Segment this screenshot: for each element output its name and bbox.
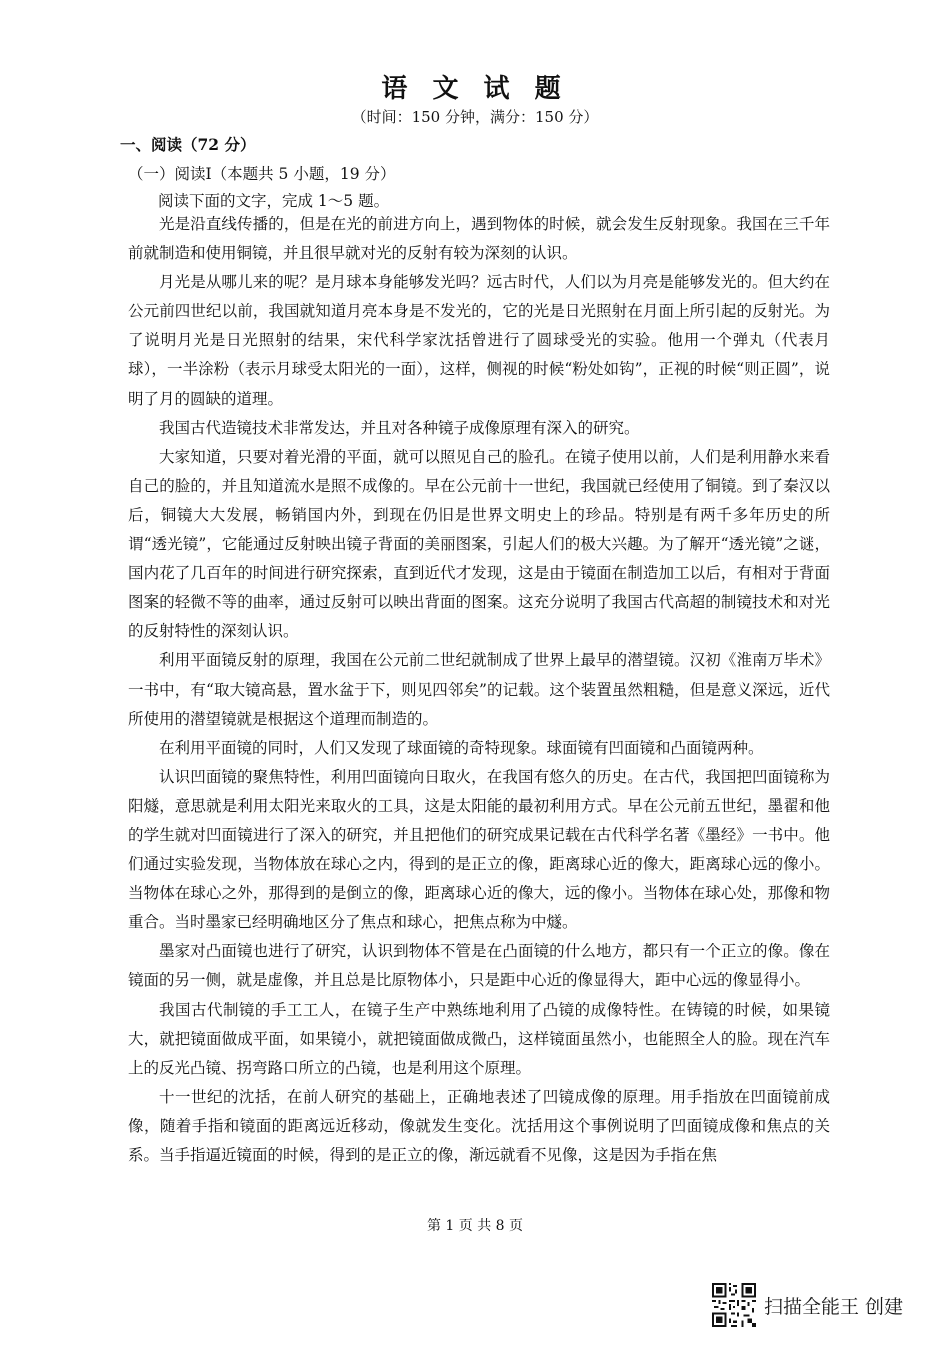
qr-code-icon xyxy=(712,1283,756,1327)
paragraph: 利用平面镜反射的原理，我国在公元前二世纪就制成了世界上最早的潜望镜。汉初《淮南万毕术》一书中，有“取大镜高悬，置水盆于下，则见四邻矣”的记载。这个装置虽然粗糙，但是意义深远，近代所使用的潜望镜就是根据这个道理而制造的。 xyxy=(128,651,830,728)
scanner-watermark xyxy=(712,1283,903,1327)
paragraph: 我国古代制镜的手工工人，在镜子生产中熟练地利用了凸镜的成像特性。在铸镜的时候，如果镜大，就把镜面做成平面，如果镜小，就把镜面做成微凸，这样镜面虽然小，也能照全人的脸。现在汽车上的反光凸镜、拐弯路口所立的凸镜，也是利用这个原理。 xyxy=(128,1000,830,1077)
paragraph: 墨家对凸面镜也进行了研究，认识到物体不管是在凸面镜的什么地方，都只有一个正立的像。像在镜面的另一侧，就是虚像，并且总是比原物体小，只是距中心近的像显得大，距中心远的像显得小。 xyxy=(128,942,830,990)
watermark-text: 扫描全能王 创建 xyxy=(764,1295,904,1318)
exam-title: 语 文 试 题 xyxy=(381,74,569,104)
paragraph: 十一世纪的沈括，在前人研究的基础上，正确地表述了凹镜成像的原理。用手指放在凹面镜前成像，随着手指和镜面的距离远近移动，像就发生变化。沈括用这个事例说明了凹面镜成像和焦点的关系。当手指逼近镜面的时候，得到的是正立的像，渐远就看不见像，这是因为手指在焦 xyxy=(128,1087,830,1164)
paragraph: 大家知道，只要对着光滑的平面，就可以照见自己的脸孔。在镜子使用以前，人们是利用静水来看自己的脸的，并且知道流水是照不成像的。早在公元前十一世纪，我国就已经使用了铜镜。到了秦汉以后，铜镜大大发展，畅销国内外，到现在仍旧是世界文明史上的珍品。特别是有两千多年历史的所谓“透光镜”，它能通过反射映出镜子背面的美丽图案，引起人们的极大兴趣。为了解开“透光镜”之谜，国内花了几百年的时间进行研究探索，直到近代才发现，这是由于镜面在制造加工以后，有相对于背面图案的轻微不等的曲率，通过反射可以映出背面的图案。这充分说明了我国古代高超的制镜技术和对光的反射特性的深刻认识。 xyxy=(128,447,830,641)
subsection-heading: （一）阅读Ⅰ（本题共 5 小题，19 分） xyxy=(128,165,396,183)
exam-subtitle: （时间：150 分钟，满分：150 分） xyxy=(351,108,599,126)
paragraph: 我国古代造镜技术非常发达，并且对各种镜子成像原理有深入的研究。 xyxy=(159,418,640,437)
passage-body xyxy=(128,210,830,1170)
paragraph: 月光是从哪儿来的呢？是月球本身能够发光吗？远古时代，人们以为月亮是能够发光的。但大约在公元前四世纪以前，我国就知道月亮本身是不发光的，它的光是日光照射在月面上所引起的反射光。为了说明月光是日光照射的结果，宋代科学家沈括曾进行了圆球受光的实验。他用一个弹丸（代表月球），一半涂粉（表示月球受太阳光的一面），这样，侧视的时候“粉处如钩”，正视的时候“则正圆”，说明了月的圆缺的道理。 xyxy=(128,273,830,408)
page-indicator: 第 1 页 共 8 页 xyxy=(426,1218,524,1234)
paragraph: 光是沿直线传播的，但是在光的前进方向上，遇到物体的时候，就会发生反射现象。我国在三千年前就制造和使用铜镜，并且很早就对光的反射有较为深刻的认识。 xyxy=(128,215,830,263)
section-heading: 一、阅读（72 分） xyxy=(120,135,256,154)
reading-instruction: 阅读下面的文字，完成 1～5 题。 xyxy=(158,192,390,210)
paragraph: 认识凹面镜的聚焦特性，利用凹面镜向日取火，在我国有悠久的历史。在古代，我国把凹面镜称为阳燧，意思就是利用太阳光来取火的工具，这是太阳能的最初利用方式。早在公元前五世纪，墨翟和他的学生就对凹面镜进行了深入的研究，并且把他们的研究成果记载在古代科学名著《墨经》一书中。他们通过实验发现，当物体放在球心之内，得到的是正立的像，距离球心近的像大，距离球心远的像小。当物体在球心之外，那得到的是倒立的像，距离球心近的像大，远的像小。当物体在球心处，那像和物重合。当时墨家已经明确地区分了焦点和球心，把焦点称为中燧。 xyxy=(128,767,830,932)
paragraph: 在利用平面镜的同时，人们又发现了球面镜的奇特现象。球面镜有凹面镜和凸面镜两种。 xyxy=(159,738,764,757)
